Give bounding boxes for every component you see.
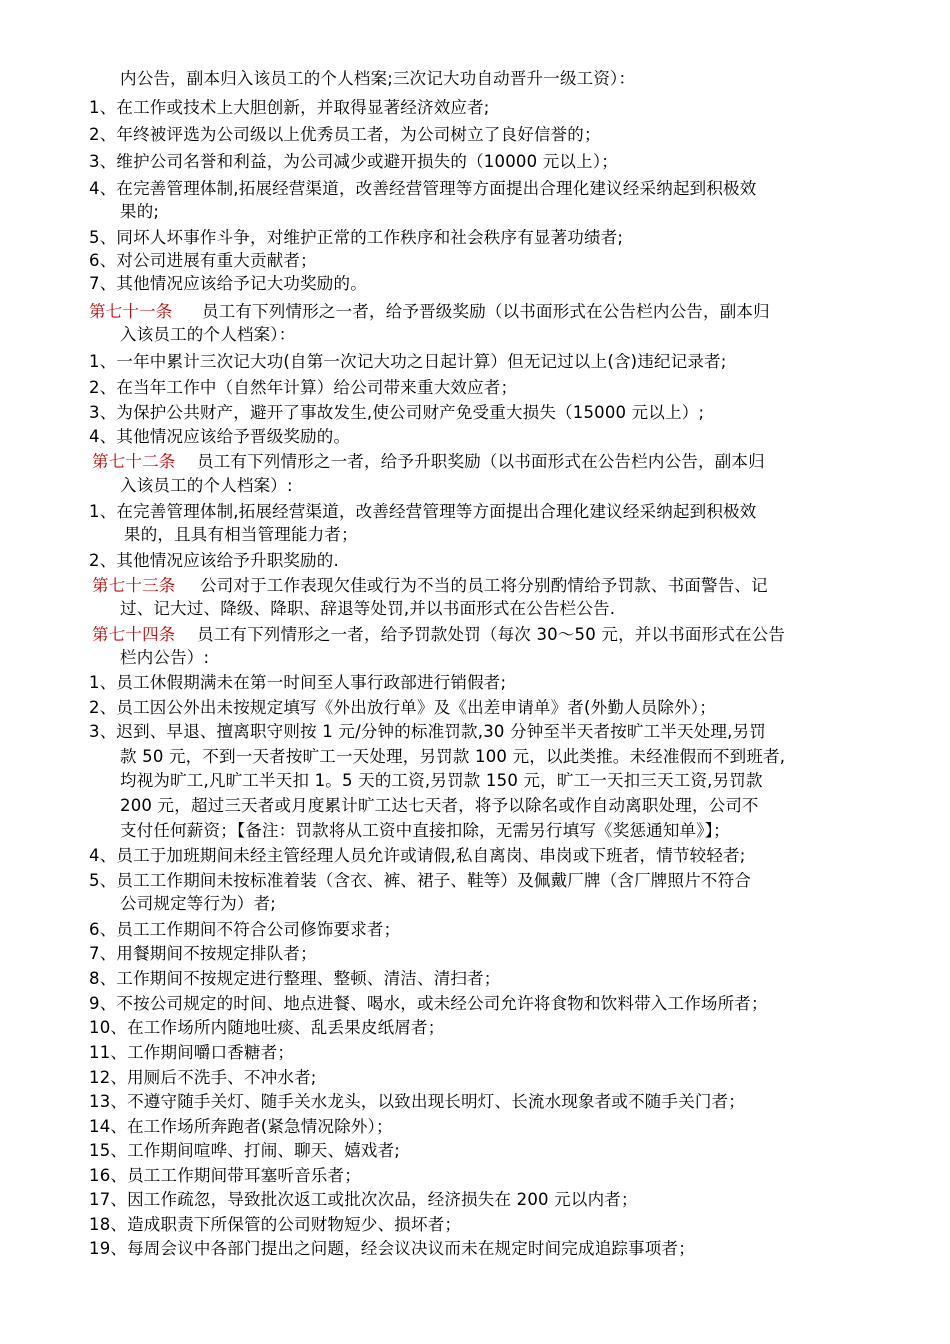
list-item: 3、维护公司名誉和利益，为公司减少或避开损失的（10000 元以上）； <box>89 152 618 171</box>
list-item: 16、员工工作期间带耳塞听音乐者； <box>89 1166 361 1185</box>
list-item: 7、用餐期间不按规定排队者； <box>89 944 317 963</box>
list-item: 2、在当年工作中（自然年计算）给公司带来重大效应者； <box>89 378 518 397</box>
article-text: 员工有下列情形之一者，给予罚款处罚（每次 30～50 元，并以书面形式在公告 <box>197 625 786 644</box>
list-item: 6、员工工作期间不符合公司修饰要求者； <box>89 920 401 939</box>
list-item: 5、员工工作期间未按标准着装（含衣、裤、裙子、鞋等）及佩戴厂牌（含厂牌照片不符合 <box>89 871 751 890</box>
list-item-continuation: 果的; <box>120 202 160 221</box>
article-text-continuation: 入该员工的个人档案）： <box>120 325 296 344</box>
list-item: 13、不遵守随手关灯、随手关水龙头，以致出现长明灯、长流水现象者或不随手关门者； <box>89 1092 745 1111</box>
list-item-continuation: 果的，且具有相当管理能力者； <box>124 525 358 544</box>
list-item: 9、不按公司规定的时间、地点进餐、喝水，或未经公司允许将食物和饮料带入工作场所者； <box>89 994 768 1013</box>
list-item: 6、对公司进展有重大贡献者； <box>89 251 317 270</box>
list-item: 14、在工作场所奔跑者(紧急情况除外）； <box>89 1117 393 1136</box>
article-71-heading: 第七十一条 <box>89 302 173 321</box>
article-74-heading: 第七十四条 <box>92 625 176 644</box>
list-item: 1、员工休假期满未在第一时间至人事行政部进行销假者; <box>89 673 507 692</box>
list-item-continuation: 均视为旷工,凡旷工半天扣 1。5 天的工资,另罚款 150 元，旷工一天扣三天工资,另罚款 <box>120 771 763 790</box>
list-item: 12、用厕后不洗手、不冲水者; <box>89 1068 317 1087</box>
list-item: 4、在完善管理体制,拓展经营渠道，改善经营管理等方面提出合理化建议经采纳起到积极效 <box>89 179 757 198</box>
list-item: 3、迟到、早退、擅离职守则按 1 元/分钟的标准罚款,30 分钟至半天者按旷工半天处理,另罚 <box>89 722 766 741</box>
list-item: 1、在工作或技术上大胆创新，并取得显著经济效应者; <box>89 98 490 117</box>
article-73-heading: 第七十三条 <box>92 576 176 595</box>
text-line: 内公告，副本归入该员工的个人档案;三次记大功自动晋升一级工资）： <box>120 69 636 88</box>
list-item: 3、为保护公共财产，避开了事故发生,使公司财产免受重大损失（15000 元以上）; <box>89 403 705 422</box>
article-72-heading: 第七十二条 <box>92 452 176 471</box>
list-item: 4、员工于加班期间未经主管经理人员允许或请假,私自离岗、串岗或下班者，情节较轻者; <box>89 846 746 865</box>
list-item: 5、同坏人坏事作斗争，对维护正常的工作秩序和社会秩序有显著功绩者; <box>89 228 624 247</box>
list-item: 2、员工因公外出未按规定填写《外出放行单》及《出差申请单》者(外勤人员除外）； <box>89 698 716 717</box>
list-item: 10、在工作场所内随地吐痰、乱丢果皮纸屑者； <box>89 1018 445 1037</box>
article-text: 员工有下列情形之一者，给予晋级奖励（以书面形式在公告栏内公告，副本归 <box>202 302 770 321</box>
list-item-continuation: 公司规定等行为）者; <box>120 894 277 913</box>
article-text: 员工有下列情形之一者，给予升职奖励（以书面形式在公告栏内公告，副本归 <box>197 452 765 471</box>
list-item: 19、每周会议中各部门提出之问题，经会议决议而未在规定时间完成追踪事项者； <box>89 1239 695 1258</box>
list-item: 18、造成职责下所保管的公司财物短少、损坏者； <box>89 1215 462 1234</box>
article-text-continuation: 过、记大过、降级、降职、辞退等处罚,并以书面形式在公告栏公告. <box>120 599 616 618</box>
list-item: 7、其他情况应该给予记大功奖励的。 <box>89 274 367 293</box>
article-text-continuation: 入该员工的个人档案）: <box>120 476 293 495</box>
list-item: 2、其他情况应该给予升职奖励的. <box>89 551 339 570</box>
list-item: 1、一年中累计三次记大功(自第一次记大功之日起计算）但无记过以上(含)违纪记录者; <box>89 352 727 371</box>
list-item-continuation: 200 元，超过三天者或月度累计旷工达七天者，将予以除名或作自动离职处理，公司不 <box>120 796 759 815</box>
list-item: 4、其他情况应该给予晋级奖励的。 <box>89 427 351 446</box>
list-item: 8、工作期间不按规定进行整理、整顿、清洁、清扫者； <box>89 969 501 988</box>
list-item: 11、工作期间嚼口香糖者； <box>89 1043 295 1062</box>
list-item: 1、在完善管理体制,拓展经营渠道，改善经营管理等方面提出合理化建议经采纳起到积极效 <box>89 502 757 521</box>
article-text-continuation: 栏内公告）: <box>120 648 210 667</box>
article-text: 公司对于工作表现欠佳或行为不当的员工将分别酌情给予罚款、书面警告、记 <box>200 576 768 595</box>
list-item: 2、年终被评选为公司级以上优秀员工者，为公司树立了良好信誉的； <box>89 125 601 144</box>
list-item: 17、因工作疏忽，导致批次返工或批次次品，经济损失在 200 元以内者； <box>89 1190 638 1209</box>
list-item: 15、工作期间喧哗、打闹、聊天、嬉戏者; <box>89 1141 401 1160</box>
list-item-continuation: 款 50 元，不到一天者按旷工一天处理，另罚款 100 元，以此类推。未经准假而不到班者, <box>120 747 786 766</box>
list-item-continuation: 支付任何薪资；【备注：罚款将从工资中直接扣除，无需另行填写《奖惩通知单》】； <box>120 821 730 840</box>
